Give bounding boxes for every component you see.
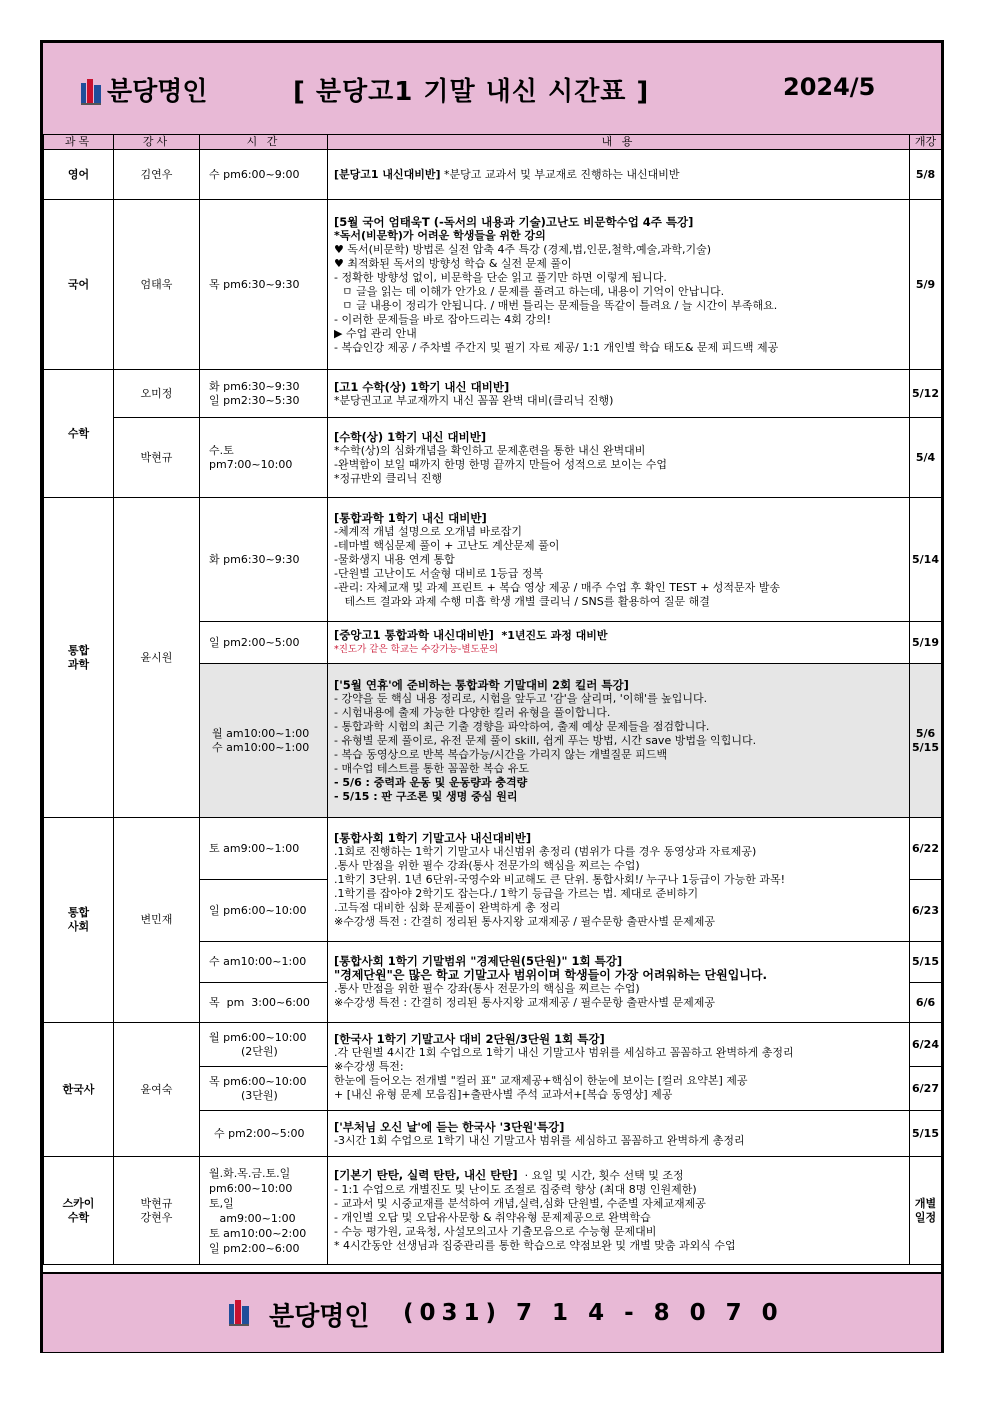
content-line: *분당권고교 부교재까지 내신 꼼꼼 완벽 대비(클리닉 진행) bbox=[334, 393, 614, 407]
time-cell bbox=[200, 664, 328, 818]
content-line: -테마별 핵심문제 풀이 + 고난도 계산문제 풀이 bbox=[334, 538, 560, 552]
content-line: ※수강생 특전 : 간결히 정리된 통사지왕 교재제공 / 필수문항 출판사별 문제제공 bbox=[334, 996, 715, 1009]
time-line: (2단원) bbox=[241, 1044, 278, 1058]
content-line: -단원별 고난이도 서술형 대비로 1등급 정복 bbox=[334, 566, 544, 580]
subject-cell: 한국사 bbox=[44, 1023, 114, 1157]
course-title: [통합사회 1학기 기말고사 내신대비반] bbox=[334, 830, 532, 845]
course-title: [한국사 1학기 기말고사 대비 2단원/3단원 1회 특강] bbox=[334, 1031, 605, 1046]
col-subject: 과목 bbox=[44, 135, 114, 150]
content-line: + [내신 유형 문제 모음집]+출판사별 주석 교과서+[복습 동영상] 제공 bbox=[334, 1087, 673, 1101]
course-title: [통합과학 1학기 내신 대비반] bbox=[334, 510, 487, 525]
course-title: [통합사회 1학기 기말범위 "경제단원(5단원)" 1회 특강] bbox=[334, 954, 623, 968]
content-line: - 5/15 : 판 구조론 및 생명 중심 원리 bbox=[334, 789, 518, 803]
logo-icon bbox=[81, 79, 103, 105]
time-cell bbox=[200, 1067, 328, 1111]
time-line: 토 am10:00~2:00 bbox=[209, 1226, 307, 1240]
subject-line: 사회 bbox=[67, 920, 90, 933]
timetable bbox=[43, 134, 942, 1265]
content-line: * 4시간동안 선생님과 집중관리를 통한 학습으로 약점보완 및 개별 맞춤 과외식 수업 bbox=[334, 1239, 736, 1252]
content-line: ♥ 독서(비문학) 방법론 실전 압축 4주 특강 (경제,법,인문,철학,예술,과학,기술) bbox=[334, 242, 712, 256]
time-cell: 일 pm6:00~10:00 bbox=[200, 880, 328, 942]
time-cell: 일 pm2:00~5:00 bbox=[200, 622, 328, 664]
content-line: .고득점 대비한 심화 문제풀이 완벽하게 총 정리 bbox=[334, 900, 561, 914]
content-line: - 개인별 오답 및 오답유사문항 & 취약유형 문제제공으로 완벽학습 bbox=[334, 1211, 651, 1224]
content-line: .통사 만점을 위한 필수 강좌(통사 전문가의 핵심을 찌르는 수업) bbox=[334, 982, 640, 995]
start-date: 6/22 bbox=[910, 818, 942, 880]
start-date: 5/15 bbox=[910, 942, 942, 983]
page-title: [ 분당고1 기말 내신 시간표 ] bbox=[293, 77, 650, 107]
page-date: 2024/5 bbox=[783, 73, 876, 101]
start-date: 5/4 bbox=[910, 418, 942, 498]
date-line: 개별 bbox=[914, 1196, 937, 1210]
teacher-cell: 김연우 bbox=[114, 150, 200, 200]
time-cell bbox=[200, 418, 328, 498]
content-line: - 5/6 : 중력과 운동 및 운동량과 충격량 bbox=[334, 775, 528, 789]
course-title: [수학(상) 1학기 내신 대비반] bbox=[334, 429, 487, 444]
content-line: - 강약을 둔 핵심 내용 정리로, 시험을 앞두고 '감'을 살리며, '이해'를 높입니다. bbox=[334, 691, 708, 705]
course-title: [중앙고1 통합과학 내신대비반] bbox=[334, 628, 494, 642]
col-teacher: 강사 bbox=[114, 135, 200, 150]
table-row bbox=[44, 370, 942, 418]
content-cell bbox=[328, 818, 910, 942]
time-cell: 수 am10:00~1:00 bbox=[200, 942, 328, 983]
teacher-cell: 엄태욱 bbox=[114, 200, 200, 370]
time-line: (3단원) bbox=[241, 1088, 278, 1102]
course-note: *1년진도 과정 대비반 bbox=[493, 629, 608, 642]
time-cell: 수 pm2:00~5:00 bbox=[200, 1111, 328, 1157]
time-line: 화 pm6:30~9:30 bbox=[209, 379, 300, 393]
start-date: 5/9 bbox=[910, 200, 942, 370]
content-line: ㅁ 글을 읽는 데 이해가 안가요 / 문제를 풀려고 하는데, 내용이 기억이 안납니다. bbox=[342, 284, 725, 298]
date-line: 5/6 bbox=[915, 726, 936, 740]
content-line: *수학(상)의 심화개념을 확인하고 문제훈련을 통한 내신 완벽대비 bbox=[334, 443, 646, 457]
table-row bbox=[44, 1023, 942, 1067]
content-cell bbox=[328, 1157, 910, 1265]
subject-line: 통합 bbox=[67, 906, 90, 919]
content-cell bbox=[328, 942, 910, 1023]
time-line: 월 pm6:00~10:00 bbox=[209, 1030, 307, 1044]
subject-cell: 국어 bbox=[44, 200, 114, 370]
col-time: 시 간 bbox=[200, 135, 328, 150]
subject-line: 과학 bbox=[67, 657, 90, 671]
content-line: *정규반외 클리닉 진행 bbox=[334, 471, 443, 485]
subject-line: 스카이 bbox=[62, 1196, 95, 1210]
col-content: 내 용 bbox=[328, 135, 910, 150]
subject-cell bbox=[44, 818, 114, 1023]
subject-line: 통합 bbox=[67, 643, 90, 657]
time-cell: 목 pm 3:00~6:00 bbox=[200, 983, 328, 1023]
table-row bbox=[44, 1157, 942, 1265]
time-line: 토,일 bbox=[209, 1196, 234, 1210]
content-line: .1회로 진행하는 1학기 기말고사 내신범위 총정리 (범위가 다를 경우 동영상과 자료제공) bbox=[334, 844, 757, 858]
course-note: · 요일 및 시간, 횟수 선택 및 조정 bbox=[517, 1169, 684, 1182]
teacher-line: 강현우 bbox=[140, 1210, 173, 1224]
red-note: *진도가 같은 학교는 수강가능-별도문의 bbox=[334, 644, 499, 655]
content-line: - 이러한 문제들을 바로 잡아드리는 4회 강의! bbox=[334, 312, 551, 326]
subject-line: 수학 bbox=[67, 1210, 90, 1224]
col-start: 개강 bbox=[910, 135, 942, 150]
content-line: ※수강생 특전 : 간결히 정리된 통사지왕 교재제공 / 필수문항 출판사별 문제제공 bbox=[334, 914, 715, 928]
teacher-line: 박현규 bbox=[140, 1196, 173, 1210]
content-line: ▶ 수업 관리 안내 bbox=[334, 326, 417, 340]
teacher-cell: 윤시원 bbox=[114, 498, 200, 818]
content-cell bbox=[328, 150, 910, 200]
content-line: - 통합과학 시험의 최근 기출 경향을 파악하여, 출제 예상 문제들을 점검합니다. bbox=[334, 719, 710, 733]
content-cell bbox=[328, 370, 910, 418]
start-date: 5/15 bbox=[910, 1111, 942, 1157]
start-date: 5/8 bbox=[910, 150, 942, 200]
table-row bbox=[44, 150, 942, 200]
time-cell: 수 pm6:00~9:00 bbox=[200, 150, 328, 200]
content-line: 테스트 결과와 과제 수행 미흡 학생 개별 클리닉 / SNS를 활용하여 질문 해결 bbox=[334, 594, 710, 608]
content-line: - 교과서 및 시중교재를 분석하여 개념,실력,심화 단원별, 수준별 자체교재제공 bbox=[334, 1197, 706, 1210]
content-line: - 수능 평가원, 교육청, 사설모의고사 기출모음으로 수능형 문제대비 bbox=[334, 1225, 657, 1238]
time-cell bbox=[200, 1023, 328, 1067]
header-banner bbox=[43, 43, 941, 136]
table-row bbox=[44, 418, 942, 498]
content-line: 한눈에 들어오는 전개별 "컬러 표" 교재제공+핵심이 한눈에 보이는 [컬러 요약본] 제공 bbox=[334, 1073, 748, 1087]
start-date: 5/19 bbox=[910, 622, 942, 664]
table-row bbox=[44, 818, 942, 880]
content-cell bbox=[328, 622, 910, 664]
time-line: 수 am10:00~1:00 bbox=[212, 740, 310, 754]
content-line: "경제단원"은 많은 학교 기말고사 범위이며 학생들이 가장 어려워하는 단원입니다. bbox=[334, 968, 768, 982]
subject-cell bbox=[44, 1157, 114, 1265]
teacher-cell: 윤여숙 bbox=[114, 1023, 200, 1157]
course-title: [고1 수학(상) 1학기 내신 대비반] bbox=[334, 379, 510, 394]
content-cell bbox=[328, 418, 910, 498]
content-line: ※수강생 특전: bbox=[334, 1059, 404, 1073]
time-line: 수.토 bbox=[209, 443, 234, 457]
brand-name: 분당명인 bbox=[107, 77, 208, 107]
start-date bbox=[910, 1157, 942, 1265]
logo-icon bbox=[229, 1300, 251, 1326]
content-line: - 유형별 문제 풀이로, 유전 문제 풀이 skill, 쉽게 푸는 방법, 시간 save 방법을 익힙니다. bbox=[334, 733, 757, 747]
time-line: 월 am10:00~1:00 bbox=[212, 726, 310, 740]
content-line: -완벽함이 보일 때까지 한명 한명 끝까지 만들어 성적으로 보이는 수업 bbox=[334, 457, 667, 471]
course-title: [기본기 탄탄, 실력 탄탄, 내신 탄탄] bbox=[334, 1168, 518, 1182]
footer-phone: (031) 7 1 4 - 8 0 7 0 bbox=[403, 1300, 784, 1326]
time-line: pm7:00~10:00 bbox=[209, 457, 293, 471]
start-date: 5/12 bbox=[910, 370, 942, 418]
start-date bbox=[910, 664, 942, 818]
time-line: pm6:00~10:00 bbox=[209, 1181, 293, 1195]
start-date: 5/14 bbox=[910, 498, 942, 622]
content-line: .1학기를 잡아야 2학기도 잡는다./ 1학기 등급을 가르는 법. 제대로 준비하기 bbox=[334, 886, 699, 900]
course-title: [5월 국어 엄태욱T (-독서의 내용과 기술)고난도 비문학수업 4주 특강] bbox=[334, 214, 694, 229]
start-date: 6/6 bbox=[910, 983, 942, 1023]
start-date: 6/23 bbox=[910, 880, 942, 942]
time-line: am9:00~1:00 bbox=[209, 1211, 296, 1225]
content-line: *독서(비문학)가 어려운 학생들을 위한 강의 bbox=[334, 228, 546, 242]
date-line: 일정 bbox=[914, 1210, 937, 1224]
subject-cell bbox=[44, 498, 114, 818]
time-line: 월.화.목.금.토.일 bbox=[209, 1166, 291, 1180]
time-cell bbox=[200, 1157, 328, 1265]
time-line: 일 pm2:30~5:30 bbox=[209, 393, 300, 407]
footer-banner bbox=[43, 1272, 941, 1352]
content-line: - 복습인강 제공 / 주차별 주간지 및 필기 자료 제공/ 1:1 개인별 학습 태도& 문제 피드백 제공 bbox=[334, 340, 779, 354]
content-line: - 정확한 방향성 없이, 비문학을 단순 읽고 풀기만 하면 이렇게 됩니다. bbox=[334, 270, 667, 284]
content-line: - 매수업 테스트를 통한 꼼꼼한 복습 유도 bbox=[334, 761, 529, 775]
time-line: 일 pm2:00~6:00 bbox=[209, 1241, 300, 1255]
teacher-cell bbox=[114, 1157, 200, 1265]
table-row bbox=[44, 498, 942, 622]
teacher-cell: 박현규 bbox=[114, 418, 200, 498]
content-line: - 시험내용에 출제 가능한 다양한 킬러 유형을 풀이합니다. bbox=[334, 705, 611, 719]
start-date: 6/24 bbox=[910, 1023, 942, 1067]
content-line: -관리: 자체교재 및 과제 프린트 + 복습 영상 제공 / 매주 수업 후 확인 TEST + 성적문자 발송 bbox=[334, 580, 781, 594]
subject-cell: 수학 bbox=[44, 370, 114, 498]
content-cell bbox=[328, 498, 910, 622]
subject-cell: 영어 bbox=[44, 150, 114, 200]
content-cell bbox=[328, 1023, 910, 1111]
date-line: 5/15 bbox=[912, 740, 939, 754]
course-title: ['5월 연휴'에 준비하는 통합과학 기말대비 2회 킬러 특강] bbox=[334, 677, 629, 692]
timetable-sheet bbox=[40, 40, 944, 1353]
content-line: - 1:1 수업으로 개별진도 및 난이도 조절로 집중력 향상 (최대 8명 인원제한) bbox=[334, 1183, 697, 1196]
content-cell bbox=[328, 664, 910, 818]
content-line: .각 단원별 4시간 1회 수업으로 1학기 내신 기말고사 범위를 세심하고 꼼꼼하고 완벽하게 총정리 bbox=[334, 1045, 794, 1059]
course-title: [분당고1 내신대비반] bbox=[334, 167, 441, 181]
footer-brand: 분당명인 bbox=[269, 1302, 370, 1332]
content-line: ㅁ 글 내용이 정리가 안됩니다. / 매번 틀리는 문제들을 똑같이 틀려요 / 늘 시간이 부족해요. bbox=[342, 298, 778, 312]
content-line: ♥ 최적화된 독서의 방향성 학습 & 실전 문제 풀이 bbox=[334, 256, 572, 270]
content-cell bbox=[328, 200, 910, 370]
content-line: -3시간 1회 수업으로 1학기 내신 기말고사 범위를 세심하고 꼼꼼하고 완벽하게 총정리 bbox=[334, 1133, 745, 1147]
content-cell bbox=[328, 1111, 910, 1157]
time-line: 목 pm6:00~10:00 bbox=[209, 1074, 307, 1088]
course-title: ['부처님 오신 날'에 듣는 한국사 '3단원'특강] bbox=[334, 1119, 565, 1134]
content-line: -체계적 개념 설명으로 오개념 바로잡기 bbox=[334, 524, 522, 538]
column-headers bbox=[44, 135, 942, 150]
time-cell: 화 pm6:30~9:30 bbox=[200, 498, 328, 622]
teacher-cell: 변민재 bbox=[114, 818, 200, 1023]
content-line: -물화생지 내용 연계 통합 bbox=[334, 552, 455, 566]
content-line: - 복습 동영상으로 반복 복습가능/시간을 가리지 않는 개별질문 피드백 bbox=[334, 747, 668, 761]
time-cell: 토 am9:00~1:00 bbox=[200, 818, 328, 880]
start-date: 6/27 bbox=[910, 1067, 942, 1111]
table-row bbox=[44, 200, 942, 370]
teacher-cell: 오미정 bbox=[114, 370, 200, 418]
time-cell: 목 pm6:30~9:30 bbox=[200, 200, 328, 370]
content-line: .통사 만점을 위한 필수 강좌(통사 전문가의 핵심을 찌르는 수업) bbox=[334, 858, 640, 872]
time-cell bbox=[200, 370, 328, 418]
content-line: .1학기 3단위. 1년 6단위-국영수와 비교해도 큰 단위. 통합사회!/ 누구나 1등급이 가능한 과목! bbox=[334, 872, 786, 886]
course-note: *분당고 교과서 및 부교재로 진행하는 내신대비반 bbox=[440, 167, 680, 181]
